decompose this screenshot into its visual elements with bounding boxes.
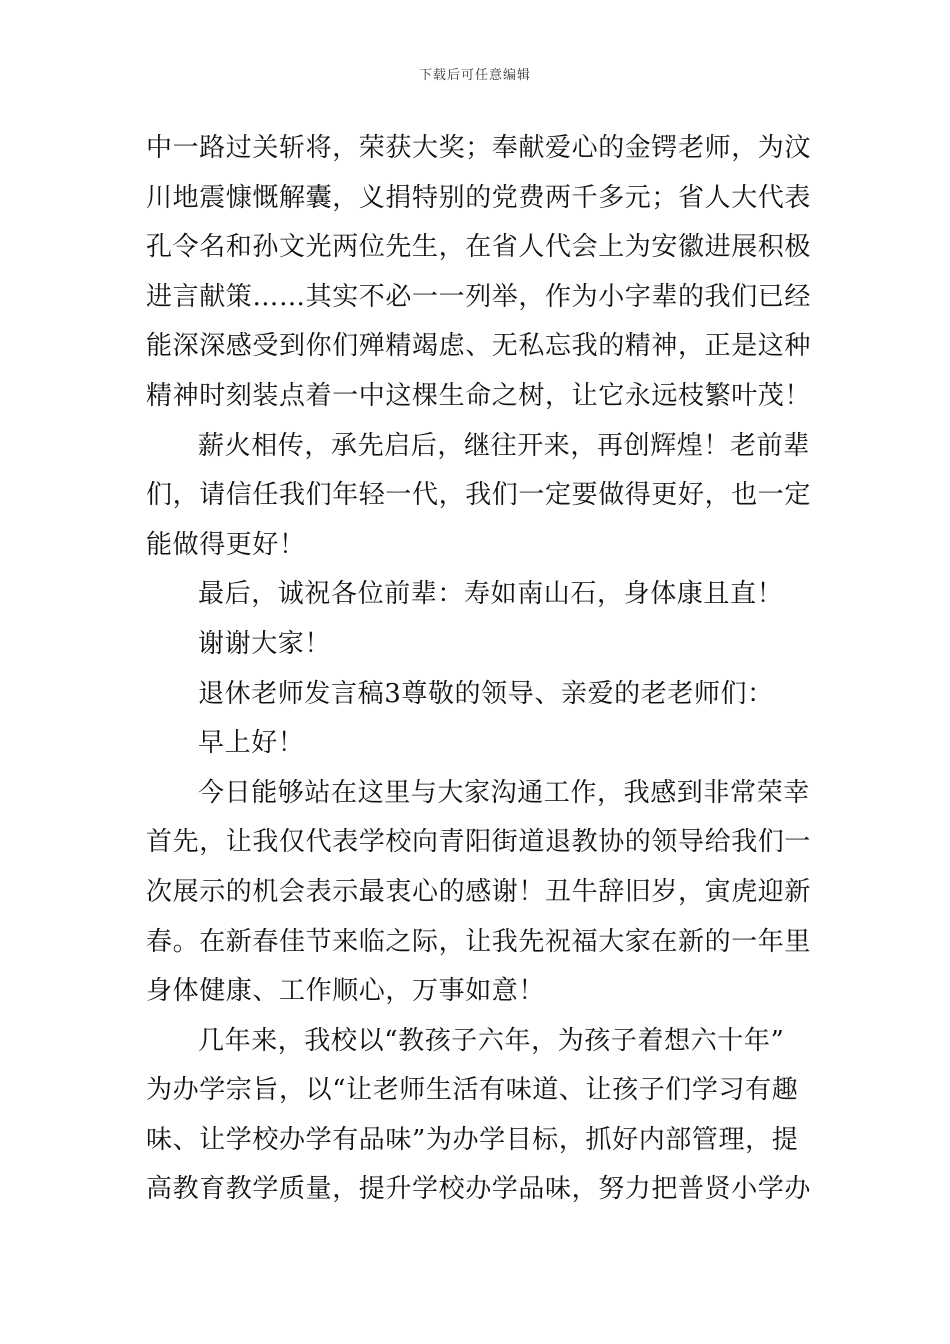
text-line: 能做得更好！ — [146, 529, 306, 560]
document-body — [146, 124, 812, 1215]
text-line: 孔令名和孙文光两位先生，在省人代会上为安徽进展积极 — [146, 232, 812, 263]
text-line: 薪火相传，承先启后，继往开来，再创辉煌！老前辈 — [198, 430, 810, 461]
text-line: 次展示的机会表示最衷心的感谢！丑牛辞旧岁，寅虎迎新 — [146, 876, 812, 907]
text-line: 精神时刻装点着一中这棵生命之树，让它永远枝繁叶茂！ — [146, 380, 812, 411]
text-line: 首先，让我仅代表学校向青阳街道退教协的领导给我们一 — [146, 827, 812, 858]
text-line: 中一路过关斩将，荣获大奖；奉献爱心的金锷老师，为汶 — [146, 133, 812, 163]
text-line: 几年来，我校以“教孩子六年，为孩子着想六十年” — [198, 1025, 785, 1056]
text-line: 身体健康、工作顺心，万事如意！ — [146, 976, 546, 1007]
text-line: 为办学宗旨，以“让老师生活有味道、让孩子们学习有趣 — [146, 1075, 799, 1106]
text-line: 们，请信任我们年轻一代，我们一定要做得更好，也一定 — [146, 480, 812, 511]
text-line: 最后，诚祝各位前辈：寿如南山石，身体康且直！ — [198, 579, 784, 610]
text-line: 川地震慷慨解囊，义捐特别的党费两千多元；省人大代表 — [146, 182, 812, 213]
text-line: 味、让学校办学有品味”为办学目标，抓好内部管理，提 — [146, 1124, 799, 1155]
text-line: 春。在新春佳节来临之际，让我先祝福大家在新的一年里 — [146, 926, 812, 957]
text-line: 能深深感受到你们殚精竭虑、无私忘我的精神，正是这种 — [146, 331, 812, 362]
text-line: 进言献策……其实不必一一列举，作为小字辈的我们已经 — [146, 281, 812, 312]
text-line: 今日能够站在这里与大家沟通工作，我感到非常荣幸 — [198, 777, 810, 808]
page-header: 下载后可任意编辑 — [418, 68, 531, 83]
text-line: 谢谢大家！ — [198, 628, 332, 659]
text-line: 退休老师发言稿3尊敬的领导、亲爱的老老师们： — [198, 678, 774, 709]
text-line: 早上好！ — [198, 728, 305, 759]
text-line: 高教育教学质量，提升学校办学品味，努力把普贤小学办 — [146, 1174, 812, 1205]
